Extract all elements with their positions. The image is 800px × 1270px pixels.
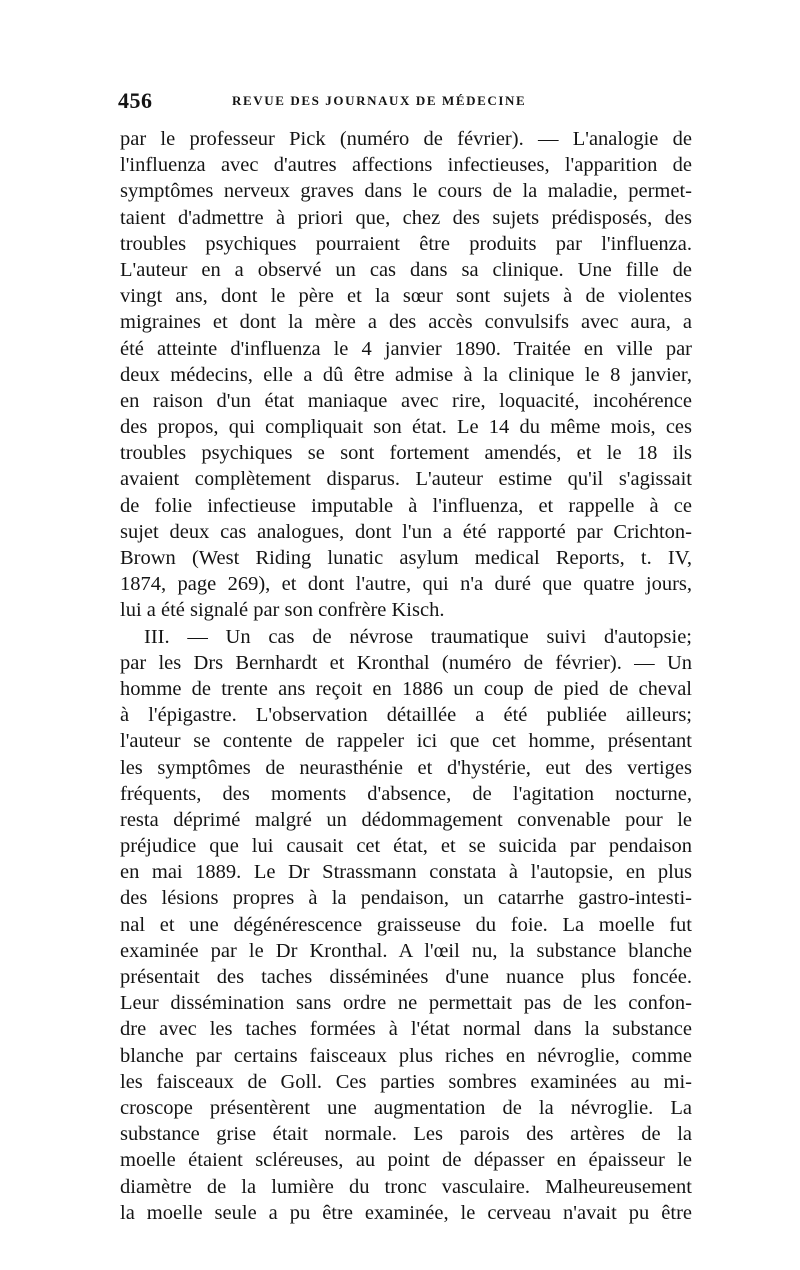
text-line: resta déprimé malgré un dédommagement convenable pour le [120,808,692,831]
text-line: sujet deux cas analogues, dont l'un a été rapporté par Crichton- [120,520,692,543]
text-line: Leur dissémination sans ordre ne permettait pas de les confon- [120,992,692,1015]
text-line: la moelle seule a pu être examinée, le cerveau n'avait pu être [120,1201,692,1224]
text-line: troubles psychiques pourraient être produits par l'influenza. [120,232,692,255]
text-line: L'auteur en a observé un cas dans sa clinique. Une fille de [120,258,692,281]
text-line: Brown (West Riding lunatic asylum medical Reports, t. IV, [120,547,692,569]
text-line: deux médecins, elle a dû être admise à la clinique le 8 janvier, [120,363,692,386]
text-line: blanche par certains faisceaux plus riches en névroglie, comme [120,1044,692,1067]
running-head: REVUE DES JOURNAUX DE MÉDECINE [232,93,527,108]
text-line: des lésions propres à la pendaison, un catarrhe gastro-intesti- [120,887,692,910]
text-line: moelle étaient scléreuses, au point de dépasser en épaisseur le [120,1149,692,1172]
text-line: été atteinte d'influenza le 4 janvier 1890. Traitée en ville par [120,337,692,360]
text-line: migraines et dont la mère a des accès convulsifs avec aura, a [120,311,692,334]
body-text [120,126,692,1226]
text-line: examinée par le Dr Kronthal. A l'œil nu, la substance blanche [120,939,692,962]
text-line: taient d'admettre à priori que, chez des sujets prédisposés, des [120,206,692,229]
text-line: dre avec les taches formées à l'état normal dans la substance [120,1018,692,1041]
text-line: à l'épigastre. L'observation détaillée a été publiée ailleurs; [120,704,692,727]
text-line: par les Drs Bernhardt et Kronthal (numéro de février). — Un [120,651,692,674]
text-line: par le professeur Pick (numéro de février). — L'analogie de [120,128,692,150]
page-number: 456 [118,88,153,113]
text-line: préjudice que lui causait cet état, et se suicida par pendaison [120,835,692,858]
text-line: symptômes nerveux graves dans le cours de la maladie, permet- [120,180,692,203]
text-line: fréquents, des moments d'absence, de l'agitation nocturne, [120,782,692,805]
text-line: diamètre de la lumière du tronc vasculaire. Malheureusement [120,1175,692,1198]
text-line: 1874, page 269), et dont l'autre, qui n'a duré que quatre jours, [120,573,692,596]
text-line: en raison d'un état maniaque avec rire, loquacité, incohérence [120,389,692,412]
text-line: croscope présentèrent une augmentation de la névroglie. La [120,1096,692,1119]
text-line: l'influenza avec d'autres affections infectieuses, l'apparition de [120,154,692,177]
text-line: troubles psychiques se sont fortement amendés, et le 18 ils [120,442,692,465]
text-line: homme de trente ans reçoit en 1886 un coup de pied de cheval [120,677,692,700]
text-line: les symptômes de neurasthénie et d'hystérie, eut des vertiges [120,756,692,779]
section-heading-line: III. — Un cas de névrose traumatique suivi d'autopsie; [144,625,692,648]
text-line: avaient complètement disparus. L'auteur estime qu'il s'agissait [120,468,692,491]
text-line: nal et une dégénérescence graisseuse du foie. La moelle fut [120,913,692,936]
text-line: vingt ans, dont le père et la sœur sont sujets à de violentes [120,285,692,308]
text-line: lui a été signalé par son confrère Kisch. [120,599,445,622]
text-line: substance grise était normale. Les parois des artères de la [120,1123,692,1146]
text-line: l'auteur se contente de rappeler ici que cet homme, présentant [120,730,692,753]
text-line: en mai 1889. Le Dr Strassmann constata à l'autopsie, en plus [120,861,692,884]
text-line: de folie infectieuse imputable à l'influenza, et rappelle à ce [120,494,692,517]
text-line: des propos, qui compliquait son état. Le 14 du même mois, ces [120,416,692,439]
page-header [118,88,688,118]
text-line: les faisceaux de Goll. Ces parties sombres examinées au mi- [120,1070,692,1093]
text-line: présentait des taches disséminées d'une nuance plus foncée. [120,966,692,988]
